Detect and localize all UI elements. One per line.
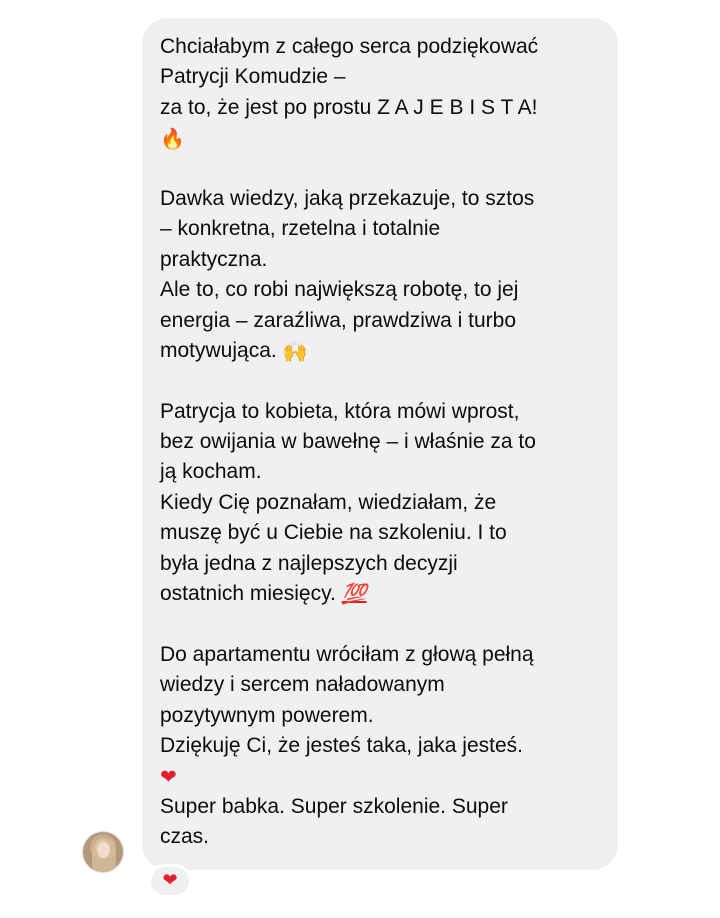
message-line: energia – zaraźliwa, prawdziwa i turbo [160, 308, 517, 332]
message-line: Dziękuję Ci, że jesteś taka, jaka jesteś. [160, 733, 523, 757]
message-line-text: motywująca. [160, 338, 283, 362]
hundred-points-emoji-icon: 💯 [341, 583, 367, 606]
message-line: czas. [160, 825, 210, 849]
message-line: wiedzy i sercem naładowanym [160, 673, 445, 697]
message-line [160, 123, 600, 153]
message-line: Super babka. Super szkolenie. Super [160, 794, 508, 818]
message-line: była jedna z najlepszych decyzji [160, 551, 458, 575]
sender-avatar[interactable] [82, 831, 124, 873]
message-bubble[interactable] [142, 18, 618, 870]
raised-hands-emoji-icon: 🙌 [282, 339, 308, 364]
message-line: Patrycji Komudzie – [160, 65, 346, 89]
message-line [160, 761, 600, 791]
message-line: – konkretna, rzetelna i totalnie [160, 217, 441, 241]
message-line: za to, że jest po prostu Z A J E B I S T A! [160, 95, 538, 119]
message-line: ją kocham. [160, 460, 262, 484]
message-line-blank [160, 609, 600, 639]
message-line: Do apartamentu wróciłam z głową pełną [160, 642, 534, 666]
message-line-blank [160, 366, 600, 396]
message-line-text: ostatnich miesięcy. [160, 582, 342, 606]
message-line: pozytywnym powerem. [160, 703, 374, 727]
fire-emoji-icon: 🔥 [160, 126, 185, 151]
heart-reaction-icon[interactable]: ❤ [148, 864, 192, 898]
message-line: bez owijania w bawełnę – i właśnie za to [160, 430, 536, 454]
message-line: Ale to, co robi największą robotę, to jej [160, 278, 519, 302]
message-line: muszę być u Ciebie na szkoleniu. I to [160, 521, 507, 545]
message-line: Patrycja to kobieta, która mówi wprost, [160, 399, 520, 423]
message-line: Kiedy Cię poznałam, wiedziałam, że [160, 490, 497, 514]
message-line [160, 579, 600, 609]
message-line: praktyczna. [160, 247, 268, 271]
message-line [160, 336, 600, 366]
avatar-face [97, 842, 110, 858]
heart-emoji-icon: ❤ [160, 764, 177, 789]
message-line: Chciałabym z całego serca podziękować [160, 35, 539, 58]
message-line: Dawka wiedzy, jaką przekazuje, to sztos [160, 186, 535, 210]
message-line-blank [160, 154, 600, 184]
